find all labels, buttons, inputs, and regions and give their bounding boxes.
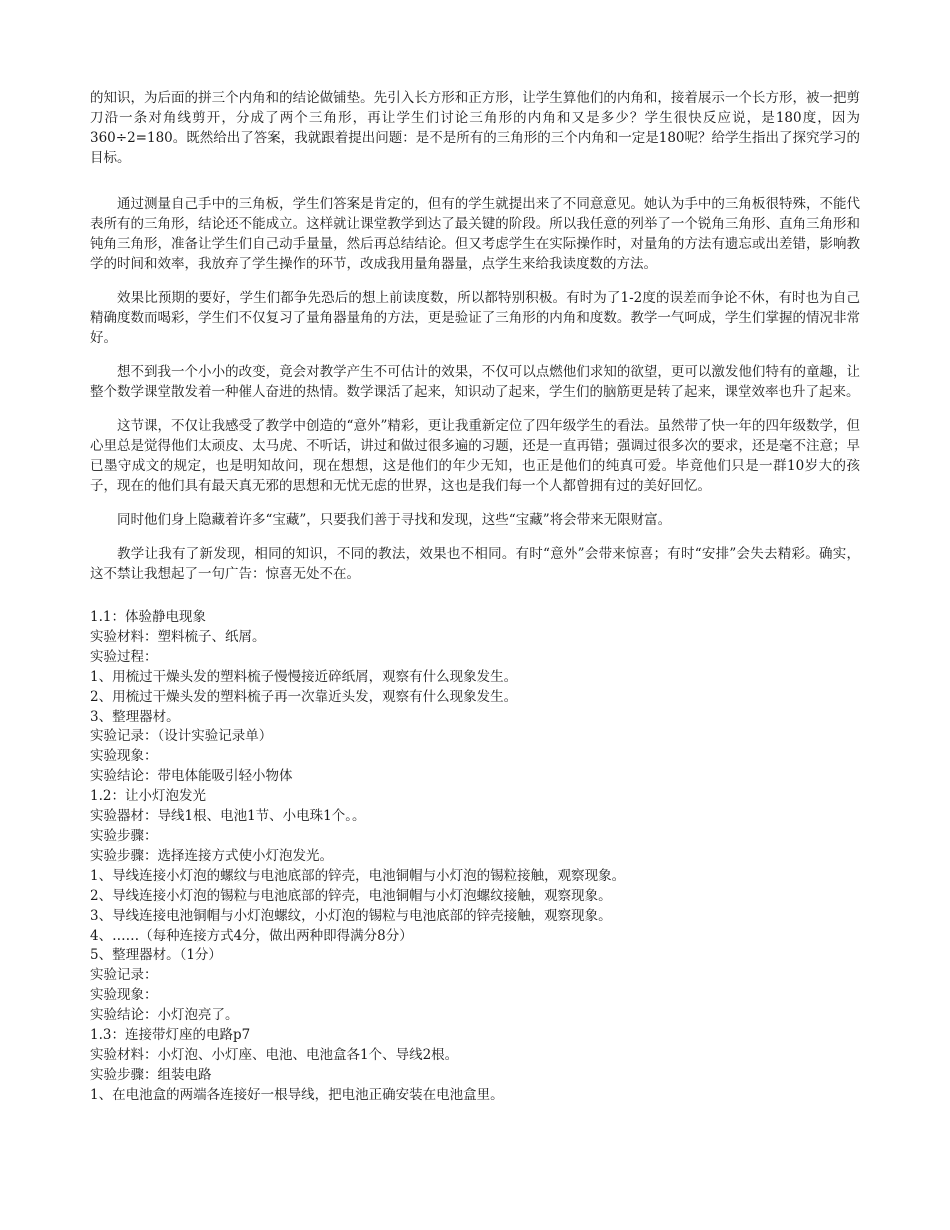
text-line: 2、导线连接小灯泡的锡粒与电池底部的锌壳，电池铜帽与小灯泡螺纹接触，观察现象。 xyxy=(90,887,612,904)
text-line: 实验记录：（设计实验记录单） xyxy=(90,728,273,745)
section-heading: 1.1：体验静电现象 xyxy=(90,609,206,625)
paragraph-2: 通过测量自己手中的三角板，学生们答案是肯定的，但有的学生就提出来了不同意意见。她认为手中的三角板很特殊，不能代表所有的三角形，结论还不能成立。这样就让课堂教学到达了最关键的阶段。所以我任意的列举了一个锐角三角形、直角三角形和钝角三角形，准备让学生们自己动手量量，然后再总结结论。但又考虑学生在实际操作时，对量角的方法有遗忘或出差错，影响教学的时间和效率，我放弃了学生操作的环节，改成我用量角器量，点学生来给我读度数的方法。 xyxy=(90,196,860,272)
paragraph-4: 想不到我一个小小的改变，竟会对教学产生不可估计的效果，不仅可以点燃他们求知的欲望，更可以激发他们特有的童趣，让整个数学课堂散发着一种催人奋进的热情。数学课活了起来，知识动了起来，学生们的脑筋更是转了起来，课堂效率也升了起来。 xyxy=(90,364,860,400)
text-line: 1、在电池盒的两端各连接好一根导线，把电池正确安装在电池盒里。 xyxy=(90,1086,504,1103)
text-line: 实验结论：小灯泡亮了。 xyxy=(90,1007,239,1024)
paragraph-5: 这节课，不仅让我感受了教学中创造的“意外”精彩，更让我重新定位了四年级学生的看法。虽然带了快一年的四年级数学，但心里总是觉得他们太顽皮、太马虎、不听话，讲过和做过很多遍的习题，还是一直再错；强调过很多次的要求，还是毫不注意；早已墨守成文的规定，也是明知故问，现在想想，这是他们的年少无知，也正是他们的纯真可爱。毕竟他们只是一群10岁大的孩子，现在的他们具有最天真无邪的思想和无忧无虑的世界，这也是我们每一个人都曾拥有过的美好回忆。 xyxy=(90,418,860,494)
text-line: 实验现象： xyxy=(90,748,158,765)
text-line: 实验结论：带电体能吸引轻小物体 xyxy=(90,768,293,785)
paragraph-3: 效果比预期的要好，学生们都争先恐后的想上前读度数，所以都特别积极。有时为了1-2度的误差而争论不休，有时也为自己精确度数而喝彩，学生们不仅复习了量角器量角的方法，更是验证了三角形的内角和度数。教学一气呵成，学生们掌握的情况非常好。 xyxy=(90,290,860,346)
text-line: 3、导线连接电池铜帽与小灯泡螺纹，小灯泡的锡粒与电池底部的锌壳接触，观察现象。 xyxy=(90,907,612,924)
text-line: 实验材料：塑料梳子、纸屑。 xyxy=(90,628,266,645)
text-line: 实验过程： xyxy=(90,648,158,665)
text-line: 实验步骤：组装电路 xyxy=(90,1066,212,1083)
paragraph-7: 教学让我有了新发现，相同的知识，不同的教法，效果也不相同。有时“意外”会带来惊喜；有时“安排”会失去精彩。确实，这不禁让我想起了一句广告：惊喜无处不在。 xyxy=(90,546,860,582)
experiment-list xyxy=(90,608,860,1106)
section-heading: 1.3：连接带灯座的电路p7 xyxy=(90,1027,251,1044)
text-line: 实验材料：小灯泡、小灯座、电池、电池盒各1个、导线2根。 xyxy=(90,1046,459,1063)
section-heading: 1.2：让小灯泡发光 xyxy=(90,788,206,805)
text-line: 实验器材：导线1根、电池1节、小电珠1个。。 xyxy=(90,808,366,825)
text-line: 4、……（每种连接方式4分，做出两种即得满分8分） xyxy=(90,927,413,944)
text-line: 实验记录： xyxy=(90,967,158,984)
text-line: 1、用梳过干燥头发的塑料梳子慢慢接近碎纸屑，观察有什么现象发生。 xyxy=(90,668,518,685)
paragraph-6: 同时他们身上隐藏着许多“宝藏”，只要我们善于寻找和发现，这些“宝藏”将会带来无限财富。 xyxy=(117,512,672,528)
paragraph-1: 的知识，为后面的拼三个内角和的结论做铺垫。先引入长方形和正方形，让学生算他们的内角和，接着展示一个长方形，被一把剪刀沿一条对角线剪开，分成了两个三角形，再让学生们讨论三角形的内角和又是多少？学生很快反应说，是180度，因为360÷2=180。既然给出了答案，我就跟着提出问题：是不是所有的三角形的三个内角和一定是180呢？给学生指出了探究学习的目标。 xyxy=(90,90,861,166)
text-line: 2、用梳过干燥头发的塑料梳子再一次靠近头发，观察有什么现象发生。 xyxy=(90,688,518,705)
document-page xyxy=(90,88,860,1106)
text-line: 5、整理器材。（1分） xyxy=(90,947,222,964)
text-line: 实验步骤： xyxy=(90,827,158,844)
text-line: 1、导线连接小灯泡的螺纹与电池底部的锌壳，电池铜帽与小灯泡的锡粒接触，观察现象。 xyxy=(90,867,626,884)
text-line: 实验现象： xyxy=(90,987,158,1004)
text-line: 实验步骤：选择连接方式使小灯泡发光。 xyxy=(90,847,333,864)
text-line: 3、整理器材。 xyxy=(90,708,180,725)
